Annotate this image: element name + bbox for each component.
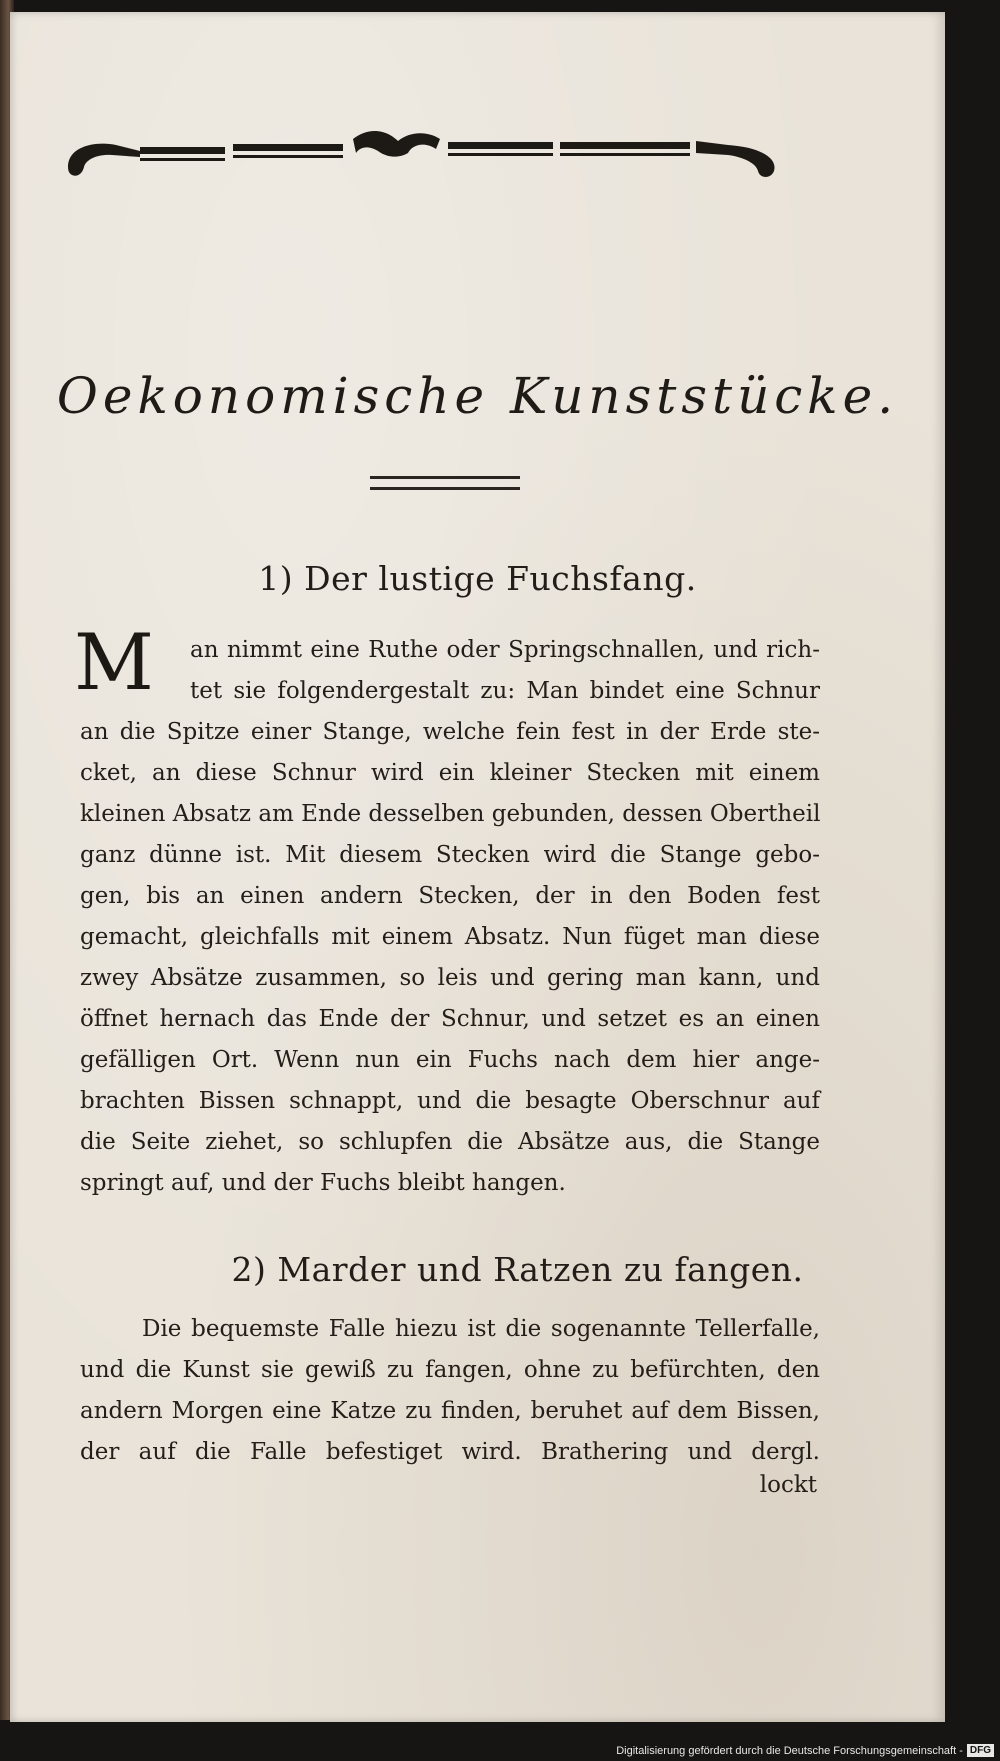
text-line: die Seite ziehet, so schlupfen die Absätze aus, die Stange	[80, 1129, 820, 1155]
text-line: cket, an diese Schnur wird ein kleiner Stecken mit einem	[80, 760, 820, 786]
section-heading-2: 2) Marder und Ratzen zu fangen.	[231, 1250, 804, 1289]
text-line: an nimmt eine Ruthe oder Springschnallen, und rich-	[190, 637, 820, 663]
text-line: springt auf, und der Fuchs bleibt hangen.	[80, 1170, 566, 1196]
text-line: andern Morgen eine Katze zu finden, beruhet auf dem Bissen,	[80, 1398, 820, 1424]
credit-text: Digitalisierung gefördert durch die Deutsche Forschungsgemeinschaft -	[616, 1744, 963, 1757]
text-line: brachten Bissen schnappt, und die besagte Oberschnur auf	[80, 1088, 820, 1114]
text-line: gefälligen Ort. Wenn nun ein Fuchs nach dem hier ange-	[80, 1047, 820, 1073]
text-line: gen, bis an einen andern Stecken, der in den Boden fest	[80, 883, 820, 909]
text-line: ganz dünne ist. Mit diesem Stecken wird die Stange gebo-	[80, 842, 820, 868]
paragraph-1	[80, 630, 820, 1204]
text-line: Die bequemste Falle hiezu ist die sogenannte Tellerfalle,	[142, 1316, 820, 1342]
text-line: kleinen Absatz am Ende desselben gebunden, dessen Obertheil	[80, 801, 821, 827]
digitization-credit	[616, 1744, 994, 1757]
book-page	[10, 12, 945, 1722]
section-heading-1: 1) Der lustige Fuchsfang.	[258, 559, 697, 598]
text-line: tet sie folgendergestalt zu: Man bindet eine Schnur	[190, 678, 820, 704]
text-line: an die Spitze einer Stange, welche fein fest in der Erde ste-	[80, 719, 820, 745]
text-line: der auf die Falle befestiget wird. Brathering und dergl.	[80, 1439, 820, 1465]
text-line: öffnet hernach das Ende der Schnur, und setzet es an einen	[80, 1006, 820, 1032]
text-line: gemacht, gleichfalls mit einem Absatz. Nun füget man diese	[80, 924, 820, 950]
dfg-logo: DFG	[967, 1744, 994, 1757]
title-divider	[370, 476, 520, 490]
decorative-header-ornament	[68, 127, 798, 197]
drop-cap: M	[74, 618, 154, 708]
catchword: lockt	[759, 1472, 817, 1498]
page-title: Oekonomische Kunststücke.	[56, 367, 899, 425]
paragraph-2	[80, 1309, 820, 1473]
text-line: zwey Absätze zusammen, so leis und gering man kann, und	[80, 965, 820, 991]
text-line: und die Kunst sie gewiß zu fangen, ohne zu befürchten, den	[80, 1357, 820, 1383]
